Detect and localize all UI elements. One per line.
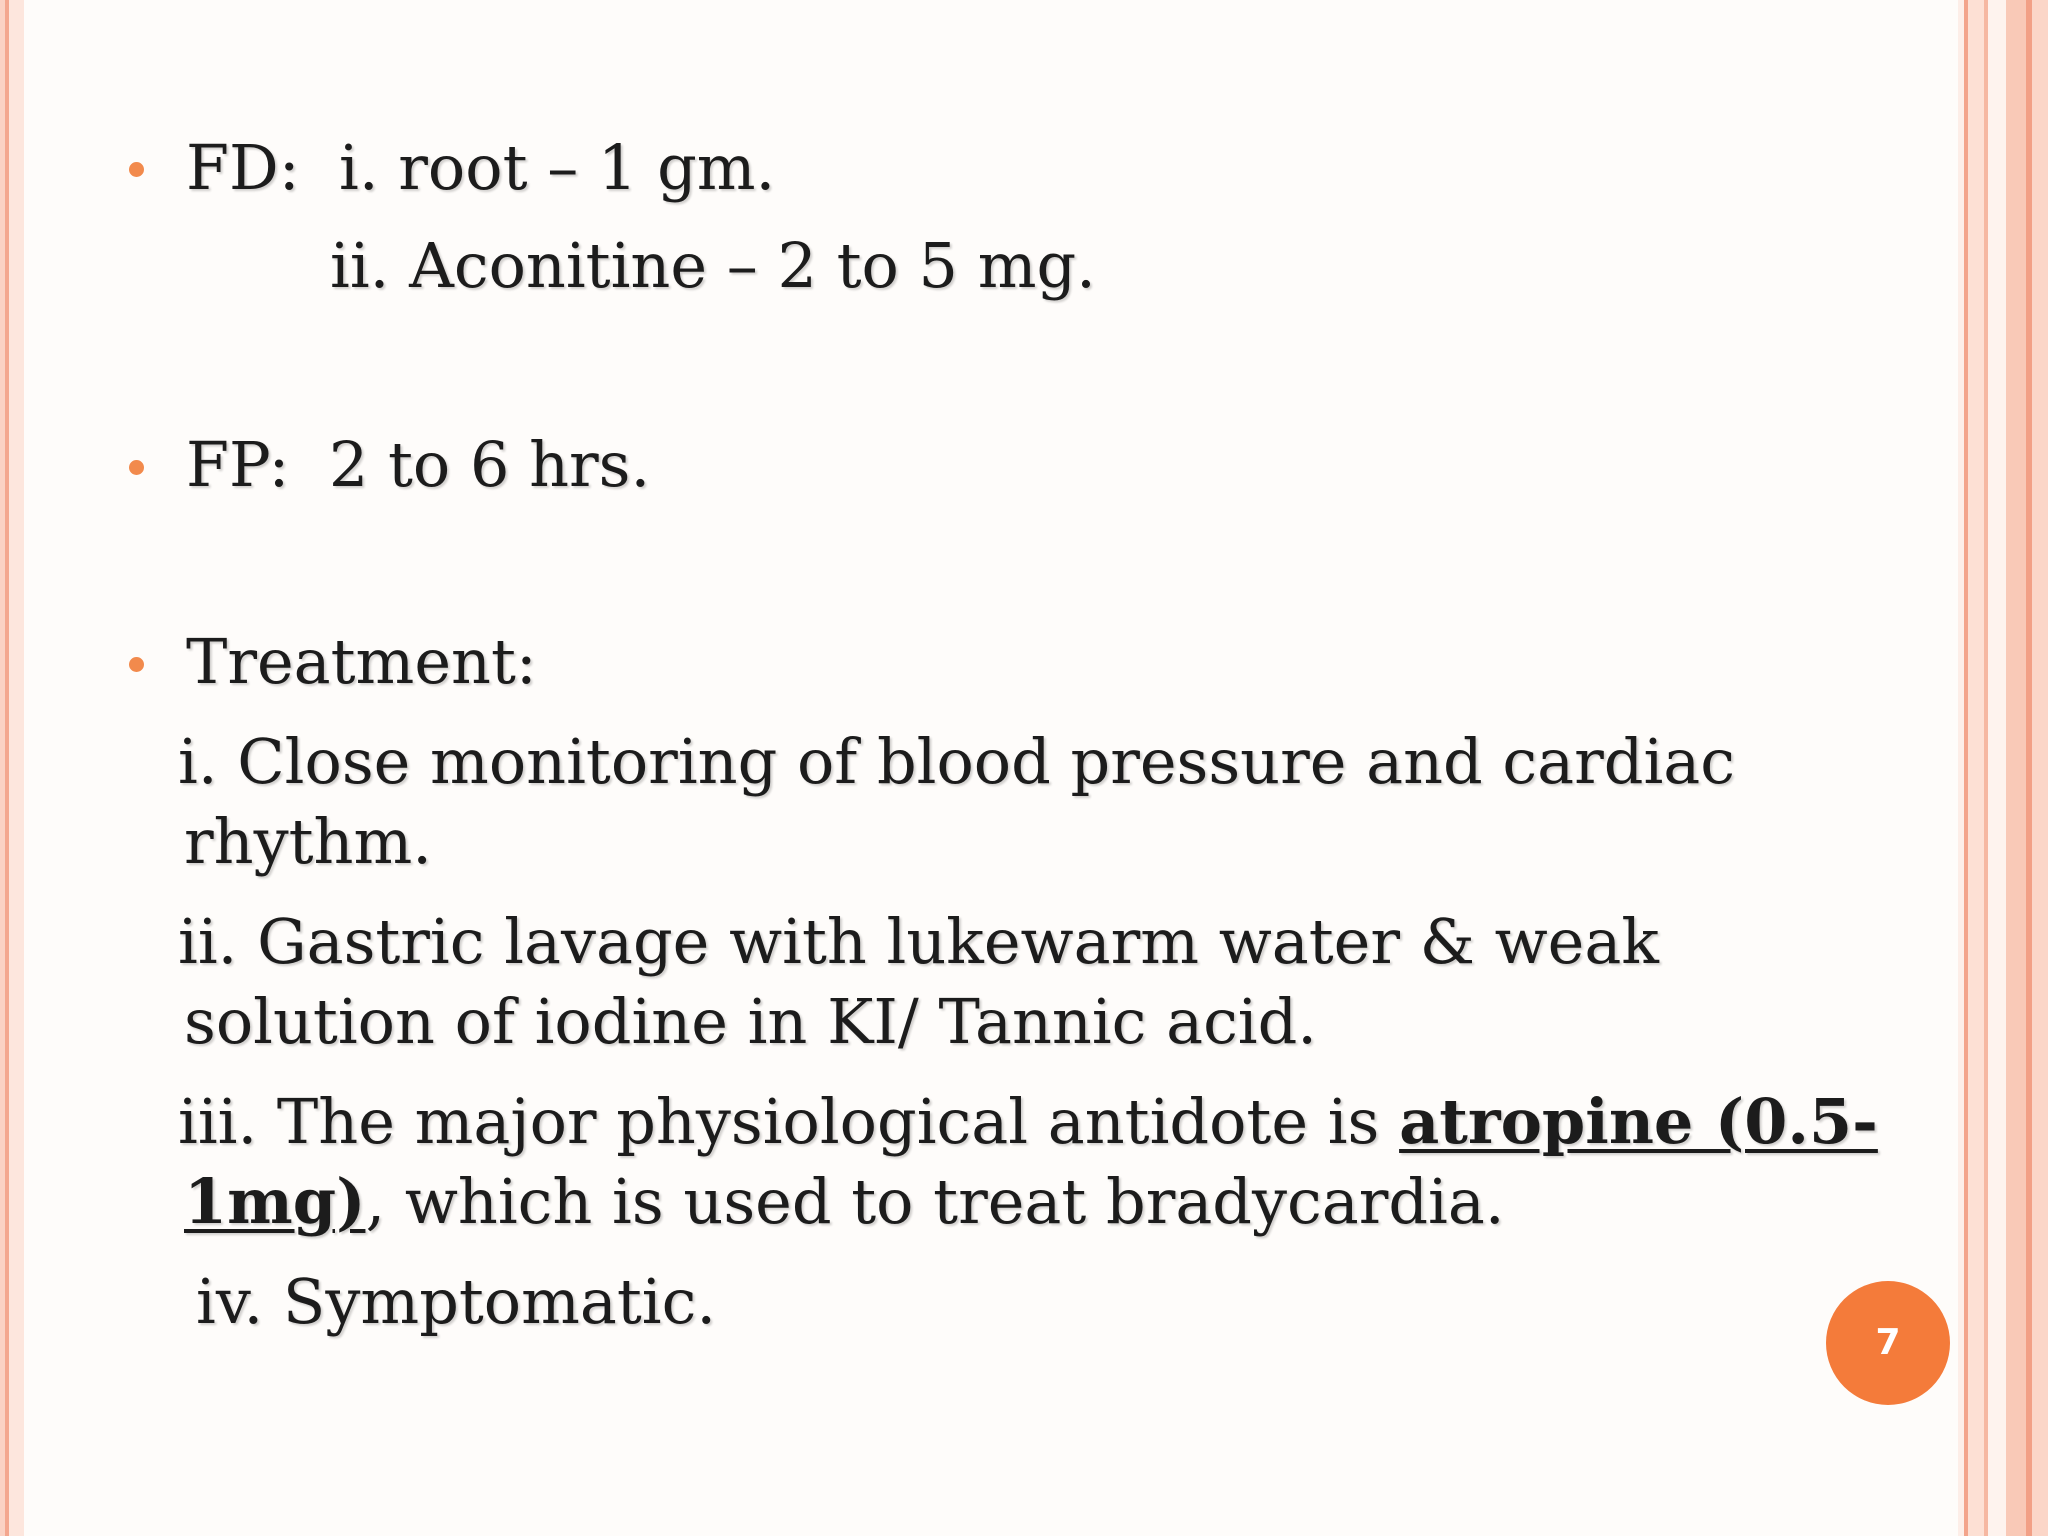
bullet-fd — [129, 162, 144, 177]
treatment-item-3-line-1 — [178, 1086, 1878, 1158]
atropine-dose-emphasis: atropine (0.5- — [1399, 1085, 1878, 1158]
fp-label: FP: — [186, 428, 290, 501]
fd-root-dose: i. root – 1 gm. — [339, 131, 776, 204]
bradycardia-text: , which is used to treat bradycardia. — [365, 1165, 1505, 1238]
fd-label: FD: — [186, 131, 300, 204]
treatment-heading: Treatment: — [186, 625, 537, 698]
fp-value: 2 to 6 hrs. — [328, 428, 651, 501]
bullet-treatment — [129, 657, 144, 672]
fd-line-2: ii. Aconitine – 2 to 5 mg. — [330, 229, 1096, 302]
page-number-badge: 7 — [1826, 1281, 1950, 1405]
treatment-item-3-line-2 — [184, 1166, 1505, 1238]
treatment-item-4: iv. Symptomatic. — [196, 1265, 717, 1338]
fd-line-1 — [186, 132, 775, 204]
treatment-item-2-line-2: solution of iodine in KI/ Tannic acid. — [184, 985, 1318, 1058]
atropine-dose-emphasis-cont: 1mg) — [184, 1165, 366, 1238]
treatment-item-2-line-1: ii. Gastric lavage with lukewarm water & weak — [178, 905, 1659, 978]
antidote-text: iii. The major physiological antidote is — [178, 1085, 1400, 1158]
treatment-item-1-line-2: rhythm. — [184, 805, 432, 878]
treatment-item-1-line-1: i. Close monitoring of blood pressure and cardiac — [178, 725, 1735, 798]
bullet-fp — [129, 460, 144, 475]
right-border-decoration — [1958, 0, 2048, 1536]
fp-line — [186, 429, 650, 501]
